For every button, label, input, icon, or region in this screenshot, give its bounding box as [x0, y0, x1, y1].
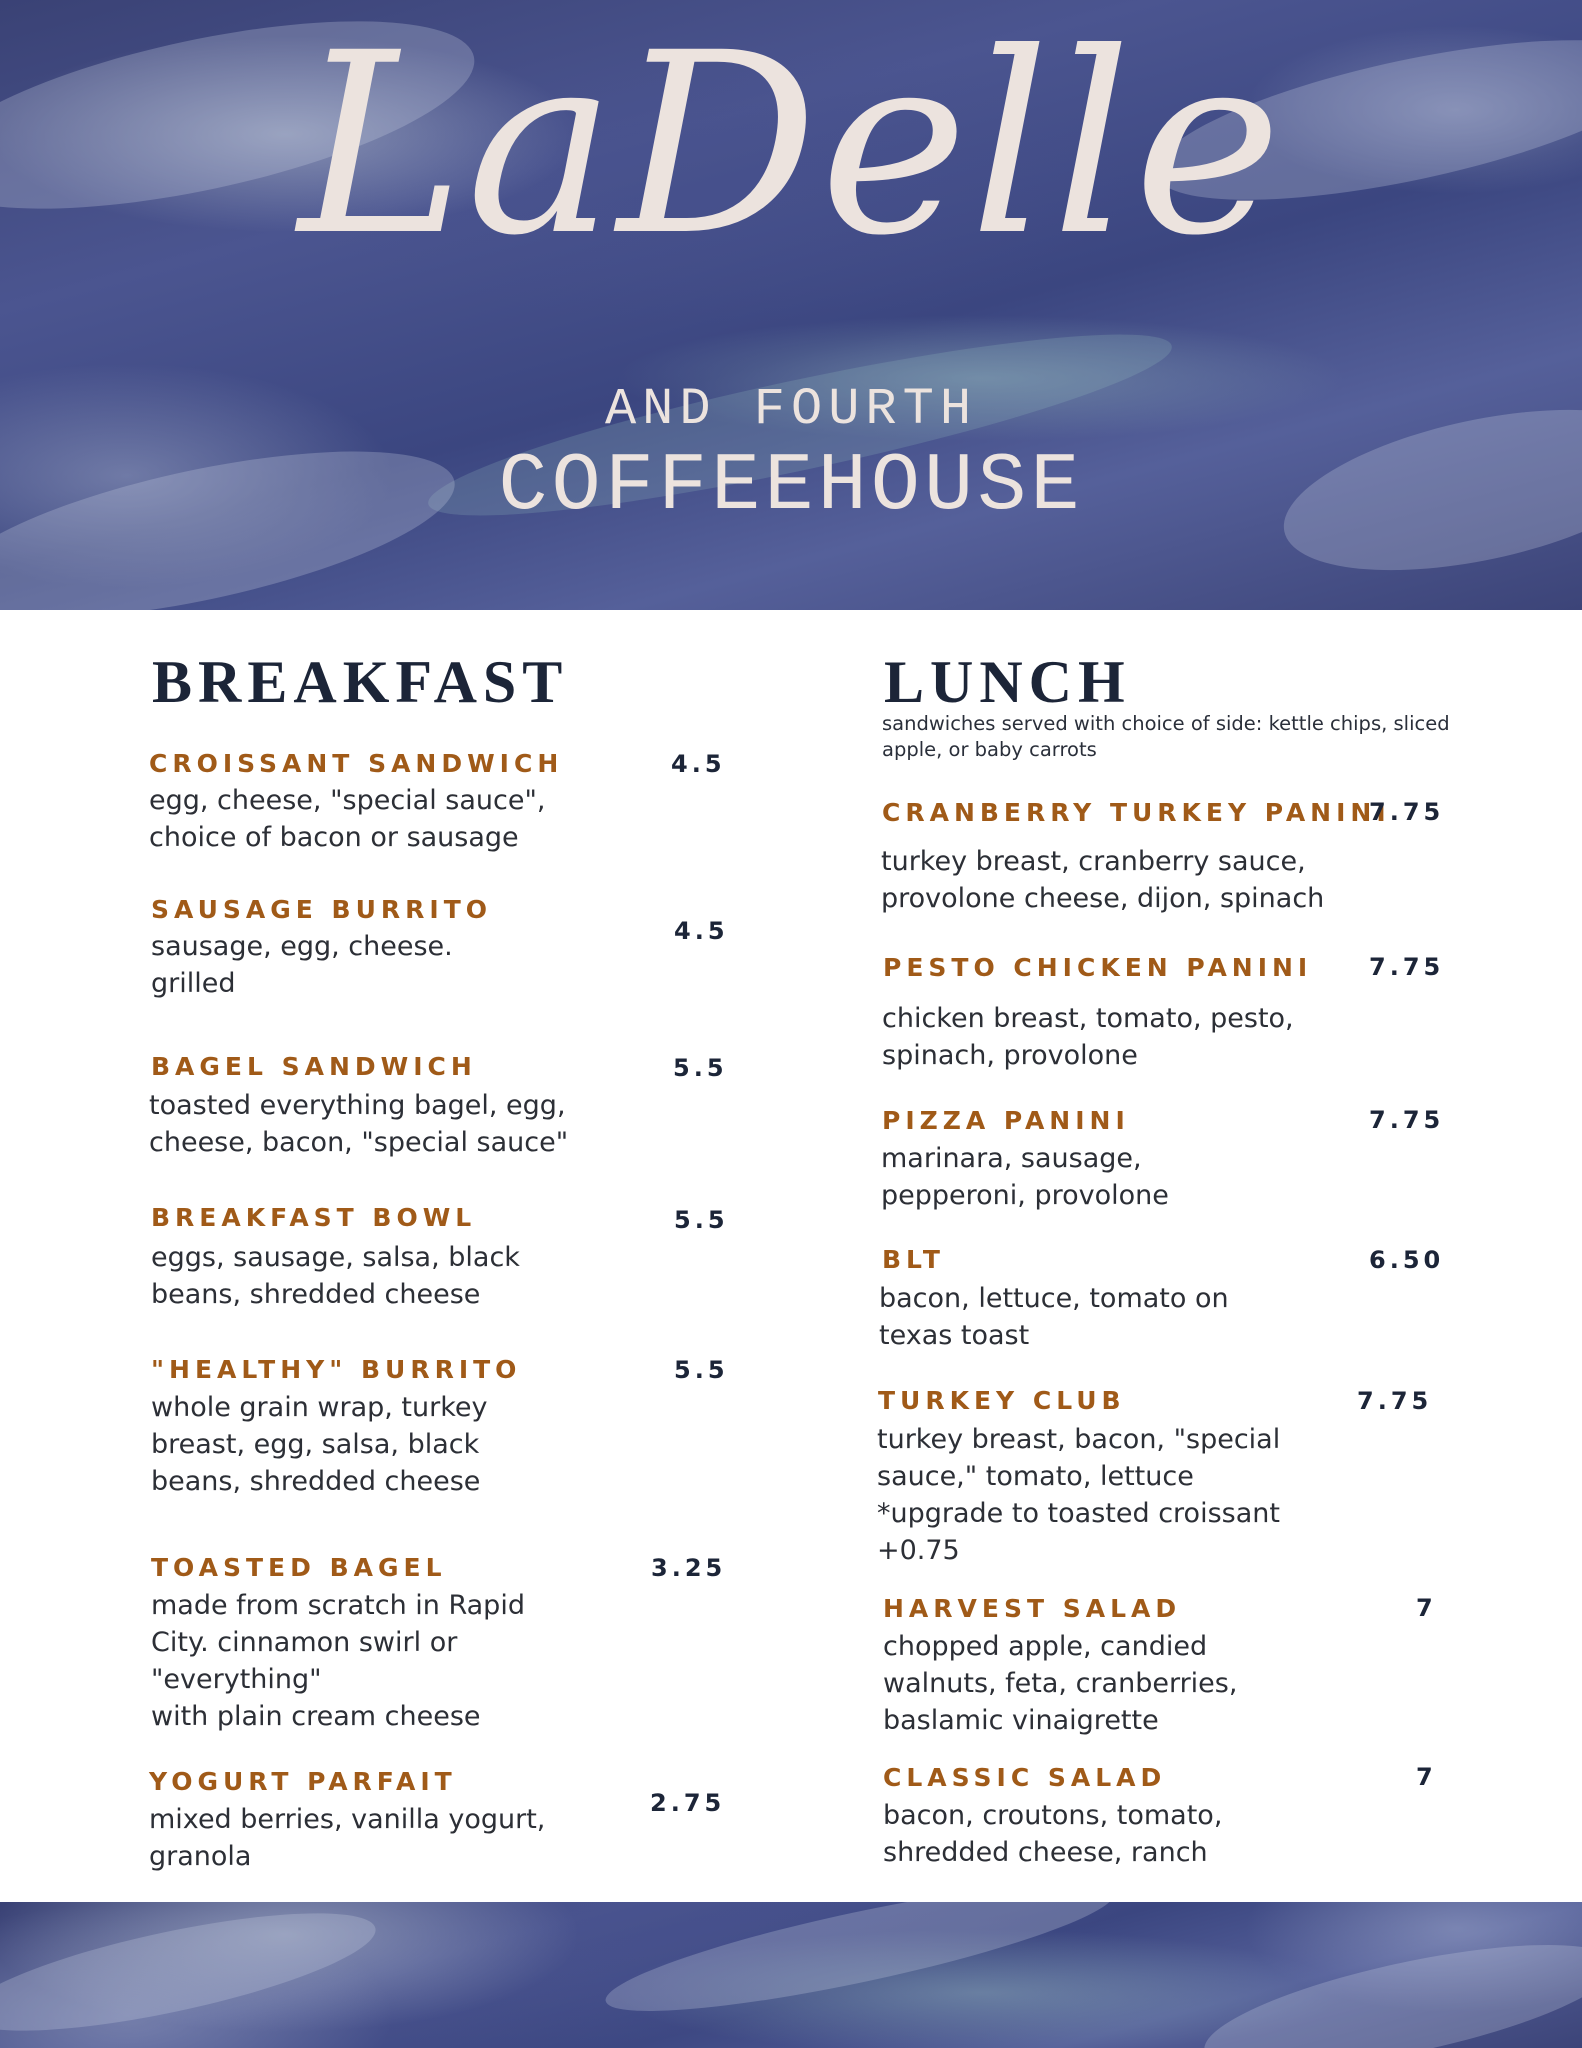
item-name: TOASTED BAGEL	[151, 1553, 447, 1582]
item-price: 5.5	[673, 1054, 728, 1082]
item-name: HARVEST SALAD	[883, 1594, 1182, 1623]
item-price: 2.75	[650, 1789, 726, 1817]
item-name: CROISSANT SANDWICH	[149, 749, 564, 778]
item-price: 3.25	[651, 1554, 727, 1582]
logo-and-fourth: AND FOURTH	[604, 380, 978, 439]
item-name: SAUSAGE BURRITO	[151, 895, 493, 924]
item-price: 7.75	[1369, 1106, 1445, 1134]
item-name: BAGEL SANDWICH	[151, 1052, 477, 1081]
breakfast-title: BREAKFAST	[152, 649, 569, 715]
item-name: CLASSIC SALAD	[883, 1763, 1167, 1792]
item-description: bacon, lettuce, tomato on texas toast	[879, 1283, 1229, 1351]
item-description: eggs, sausage, salsa, black beans, shredded cheese	[151, 1242, 520, 1310]
item-price: 7	[1416, 1763, 1437, 1791]
item-description: bacon, croutons, tomato, shredded cheese, ranch	[883, 1800, 1223, 1868]
logo-script: LaDelle	[298, 0, 1284, 290]
item-price: 4.5	[674, 917, 729, 945]
item-name: PESTO CHICKEN PANINI	[883, 953, 1313, 982]
item-price: 4.5	[671, 750, 726, 778]
item-description: whole grain wrap, turkey breast, egg, salsa, black beans, shredded cheese	[151, 1392, 488, 1497]
item-name: TURKEY CLUB	[878, 1386, 1126, 1415]
item-name: BREAKFAST BOWL	[151, 1203, 477, 1232]
item-name: CRANBERRY TURKEY PANINI	[882, 798, 1391, 827]
item-price: 6.50	[1369, 1246, 1445, 1274]
item-name: YOGURT PARFAIT	[149, 1767, 457, 1796]
item-description: chopped apple, candied walnuts, feta, cranberries, baslamic vinaigrette	[883, 1631, 1238, 1736]
item-description: mixed berries, vanilla yogurt, granola	[149, 1804, 546, 1872]
item-price: 7	[1416, 1594, 1437, 1622]
item-description: toasted everything bagel, egg, cheese, bacon, "special sauce"	[149, 1090, 569, 1158]
item-description: chicken breast, tomato, pesto, spinach, provolone	[882, 1003, 1294, 1071]
item-description: egg, cheese, "special sauce", choice of bacon or sausage	[149, 785, 546, 853]
item-description: sausage, egg, cheese. grilled	[151, 931, 453, 999]
item-price: 7.75	[1369, 798, 1445, 826]
lunch-side-note: sandwiches served with choice of side: kettle chips, sliced apple, or baby carrots	[882, 712, 1450, 761]
item-description: turkey breast, bacon, "special sauce," tomato, lettuce *upgrade to toasted croissant +0.75	[877, 1424, 1281, 1566]
item-price: 5.5	[674, 1356, 729, 1384]
footer-banner	[0, 1902, 1582, 2048]
item-price: 7.75	[1357, 1387, 1433, 1415]
header-banner	[0, 0, 1582, 610]
item-price: 5.5	[674, 1206, 729, 1234]
item-name: "HEALTHY" BURRITO	[151, 1355, 522, 1384]
item-price: 7.75	[1369, 953, 1445, 981]
item-name: BLT	[882, 1245, 945, 1274]
item-description: turkey breast, cranberry sauce, provolone cheese, dijon, spinach	[881, 846, 1325, 914]
lunch-title: LUNCH	[884, 649, 1131, 715]
item-name: PIZZA PANINI	[882, 1106, 1130, 1135]
item-description: marinara, sausage, pepperoni, provolone	[881, 1143, 1169, 1211]
item-description: made from scratch in Rapid City. cinnamon swirl or "everything" with plain cream cheese	[151, 1590, 525, 1732]
logo-coffeehouse: COFFEEHOUSE	[498, 440, 1084, 533]
